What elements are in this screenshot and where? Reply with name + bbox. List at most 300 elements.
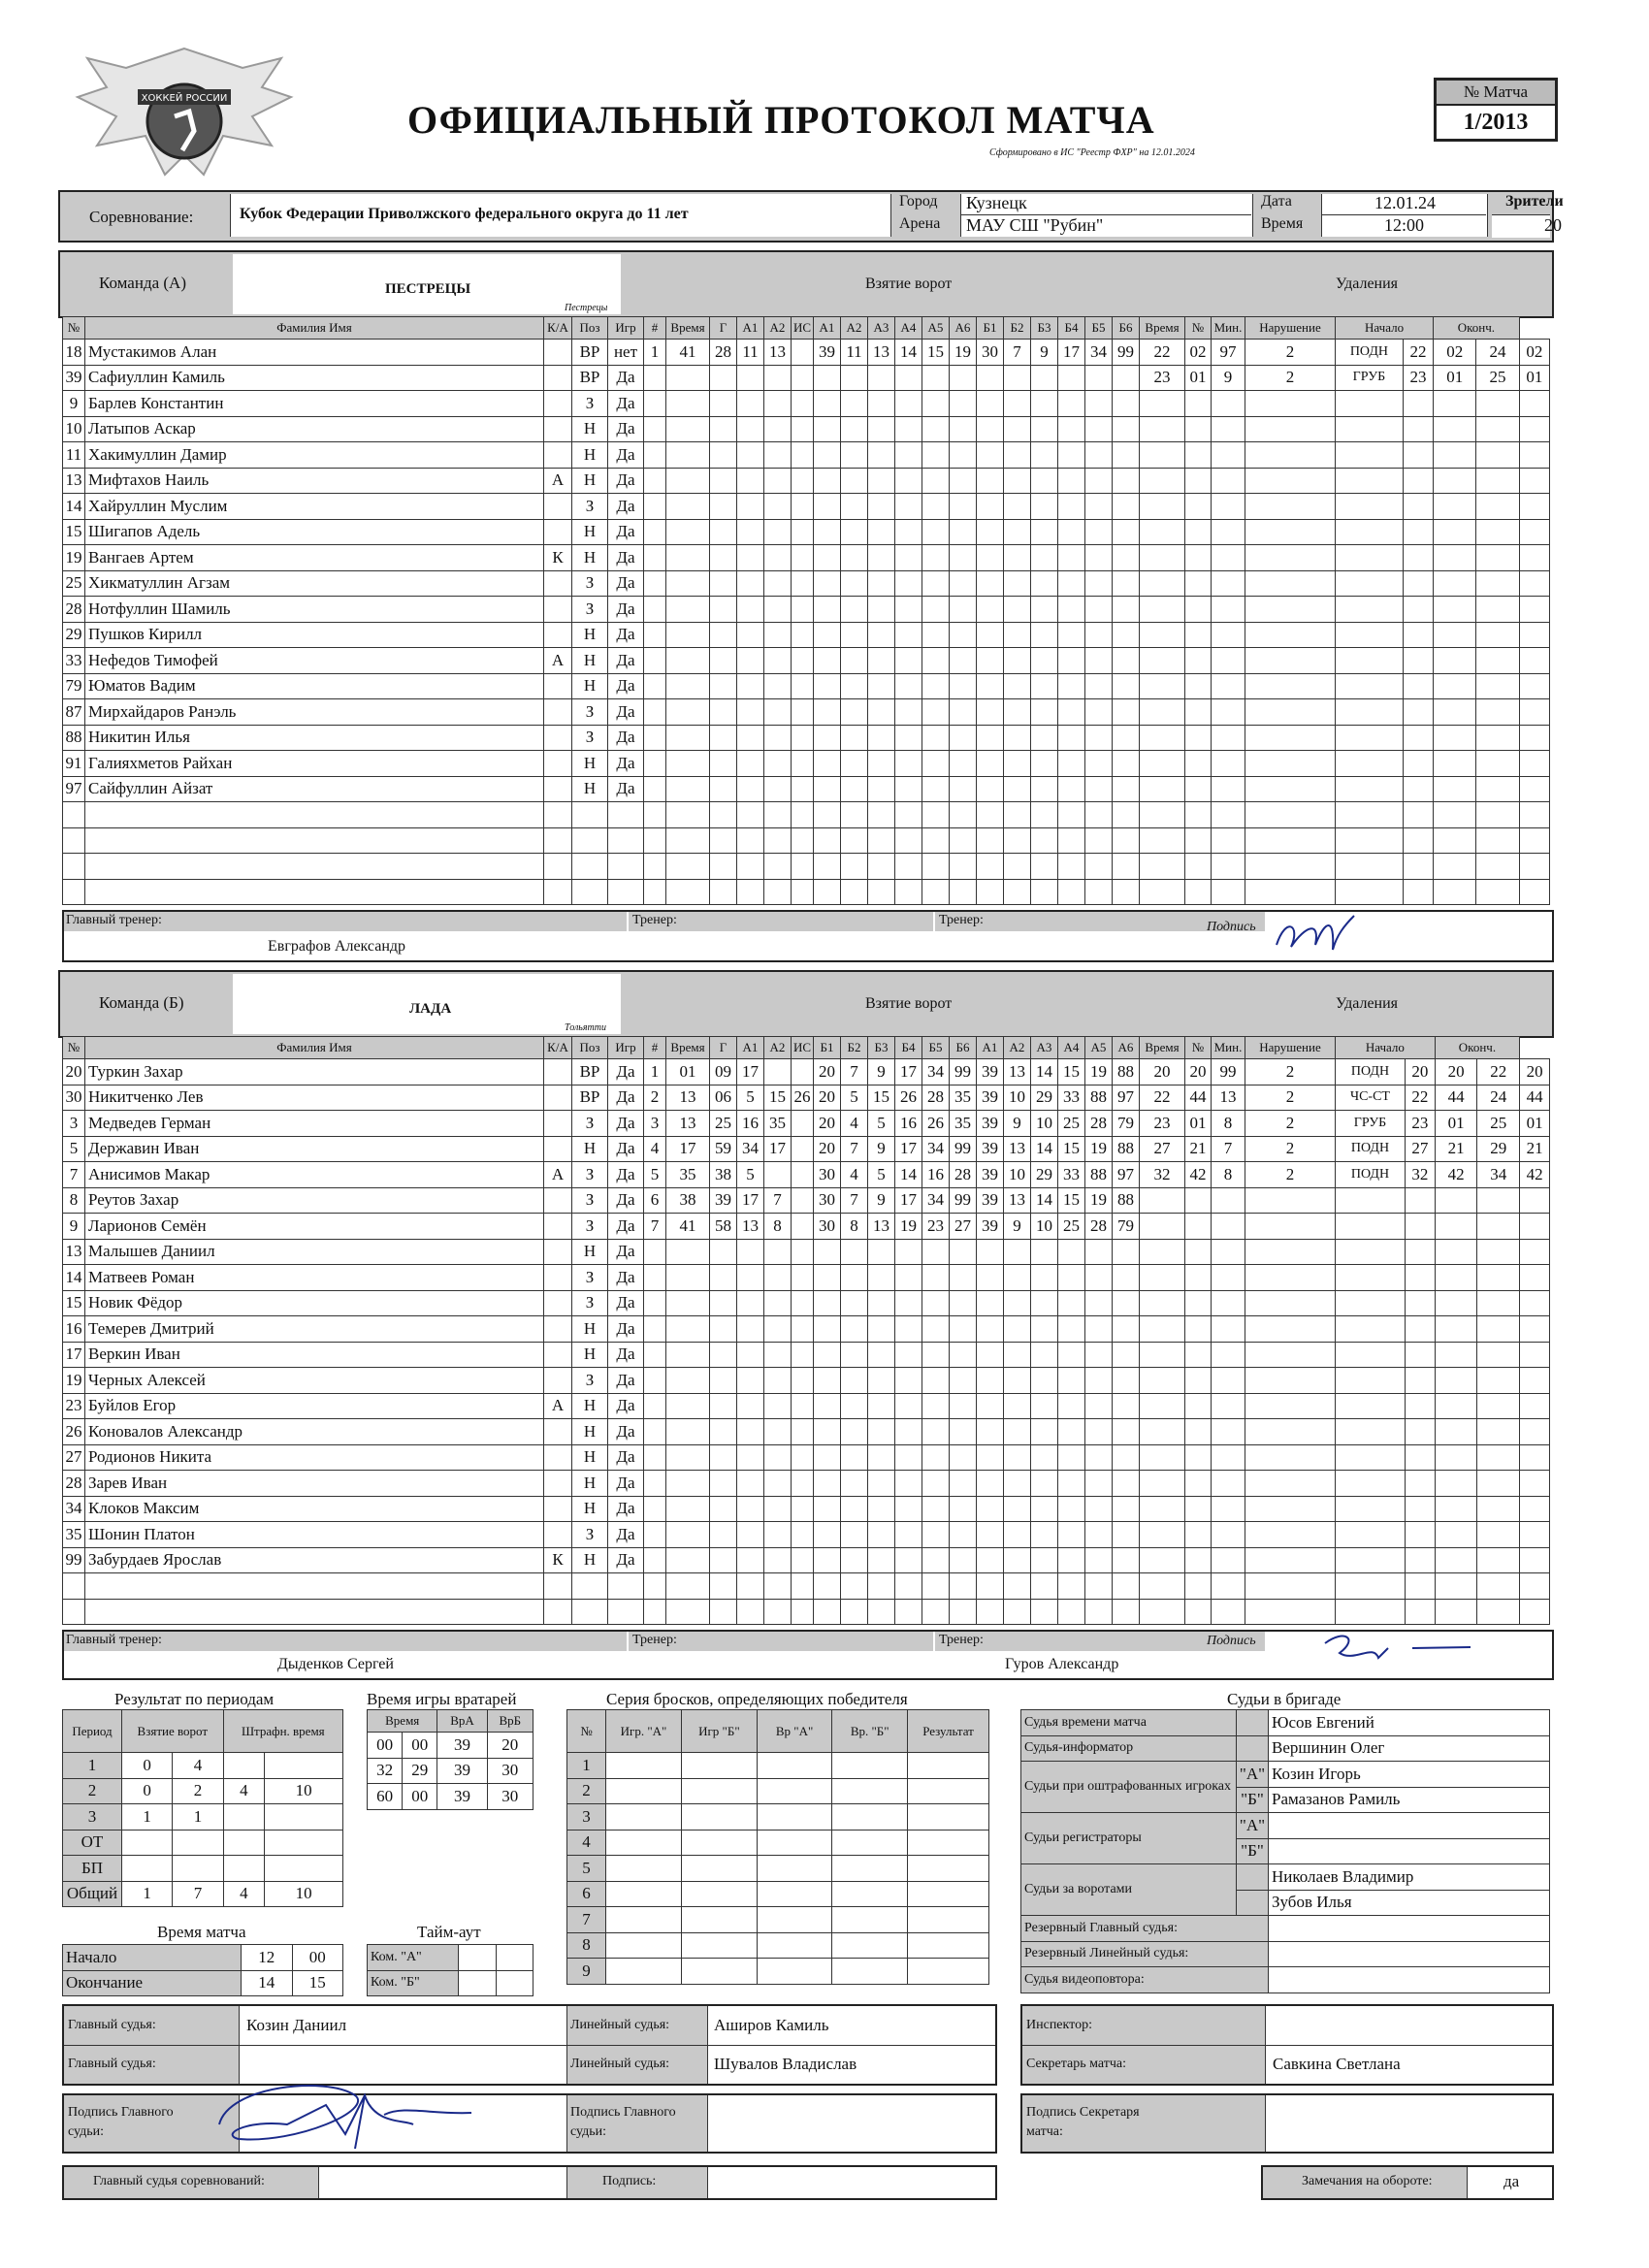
penalty-time-sec [1185, 1316, 1212, 1343]
shootout-number: 8 [567, 1932, 606, 1959]
player-played: Да [608, 1290, 644, 1316]
goal-cell: 3 [644, 1111, 666, 1137]
penalty-minutes [1245, 468, 1336, 494]
penalty-infraction [1336, 519, 1404, 545]
penalty-time-sec [1185, 468, 1212, 494]
penalty-infraction [1336, 597, 1404, 623]
player-played: Да [608, 1471, 644, 1497]
period-label: БП [63, 1856, 122, 1882]
penalty-time-sec [1185, 545, 1212, 571]
penalty-minutes [1245, 1239, 1336, 1265]
plusminus-cell [1113, 416, 1140, 442]
penalty-infraction [1336, 1496, 1406, 1522]
goal-cell [644, 699, 666, 726]
shootout-cell [832, 1856, 908, 1882]
goal-cell: 6 [644, 1187, 666, 1214]
plusminus-cell [1058, 776, 1085, 802]
team-b-name: ЛАДА [409, 1001, 452, 1017]
plusminus-cell: 20 [814, 1059, 841, 1085]
plusminus-cell [950, 1265, 977, 1291]
penalty-end-sec [1519, 776, 1549, 802]
penalty-start-sec: 02 [1434, 340, 1476, 366]
plusminus-cell: 88 [1113, 1136, 1140, 1162]
penalty-infraction: ПОДН [1336, 1136, 1406, 1162]
penalty-end-sec [1520, 1187, 1550, 1214]
goal-cell: 38 [710, 1162, 737, 1188]
plusminus-cell [1031, 1471, 1058, 1497]
plusminus-cell [1004, 673, 1031, 699]
penalty-infraction [1336, 1393, 1406, 1419]
penalty-start-sec [1434, 391, 1476, 417]
competition-label: Соревнование: [89, 208, 194, 226]
penalty-minutes [1245, 416, 1336, 442]
player-position: З [572, 1214, 608, 1240]
plusminus-cell [895, 1471, 922, 1497]
table-row [63, 1444, 1550, 1471]
goal-cell [792, 1136, 814, 1162]
plusminus-cell: 20 [814, 1111, 841, 1137]
goal-cell [792, 751, 814, 777]
plusminus-cell [814, 365, 841, 391]
plusminus-cell [895, 1393, 922, 1419]
table-row [63, 468, 1550, 494]
period-value [265, 1804, 343, 1831]
penalty-player [1212, 570, 1245, 597]
period-value: 7 [173, 1881, 223, 1907]
goal-cell: 13 [764, 340, 792, 366]
penalty-minutes [1245, 1187, 1336, 1214]
table-row [567, 1932, 989, 1959]
city: Кузнецк [966, 193, 1027, 212]
penalty-time-min [1140, 1419, 1185, 1445]
player-role [544, 442, 572, 469]
player-name: Барлев Константин [85, 391, 544, 417]
penalty-infraction [1336, 1187, 1406, 1214]
plusminus-cell [1113, 1393, 1140, 1419]
shootout-cell [757, 1932, 832, 1959]
generated-note: Сформировано в ИС "Реестр ФХР" на 12.01.2024 [989, 147, 1195, 158]
roster-header: Фамилия Имя [85, 1037, 544, 1059]
plusminus-cell [814, 1599, 841, 1625]
penalty-start-sec [1434, 776, 1476, 802]
plusminus-cell: 15 [922, 340, 950, 366]
goal-cell [710, 879, 737, 905]
plusminus-cell [868, 391, 895, 417]
penalty-a-mark: "А" [1237, 1762, 1269, 1788]
timeout-a-label: Ком. "А" [368, 1945, 459, 1971]
plusminus-cell [1004, 1239, 1031, 1265]
shootout-table [566, 1709, 989, 1985]
penalty-start-min [1403, 699, 1433, 726]
plusminus-cell [895, 391, 922, 417]
plusminus-cell [1058, 1368, 1085, 1394]
penalty-end-min: 29 [1477, 1136, 1520, 1162]
informer: Вершинин Олег [1269, 1735, 1550, 1762]
player-number: 39 [63, 365, 85, 391]
plusminus-cell [895, 1368, 922, 1394]
plusminus-cell [1004, 1599, 1031, 1625]
player-name: Латыпов Аскар [85, 416, 544, 442]
plusminus-cell: 26 [895, 1085, 922, 1111]
plusminus-cell [1031, 1573, 1058, 1600]
player-name: Державин Иван [85, 1136, 544, 1162]
goal-cell [792, 673, 814, 699]
plusminus-cell [814, 416, 841, 442]
plusminus-cell: 5 [868, 1162, 895, 1188]
plusminus-cell [895, 1265, 922, 1291]
plusminus-cell [868, 1316, 895, 1343]
goalie-value: 30 [487, 1758, 533, 1784]
plusminus-cell [895, 1573, 922, 1600]
plusminus-header: Б6 [1113, 317, 1140, 340]
plusminus-cell: 14 [1031, 1136, 1058, 1162]
player-position: ВР [572, 1059, 608, 1085]
plusminus-cell [977, 1547, 1004, 1573]
plusminus-cell [1113, 1444, 1140, 1471]
team-b-coach2: Гуров Александр [1005, 1656, 1119, 1672]
goal-cell [792, 1316, 814, 1343]
penalty-time-sec [1185, 802, 1212, 828]
goal-cell [666, 1496, 710, 1522]
penalty-start-min [1403, 879, 1433, 905]
penalty-end-min [1476, 391, 1519, 417]
penalty-player [1212, 416, 1245, 442]
penalty-start-min: 27 [1405, 1136, 1435, 1162]
player-number: 5 [63, 1136, 85, 1162]
plusminus-cell [922, 879, 950, 905]
goal-cell [792, 340, 814, 366]
plusminus-cell [1113, 1419, 1140, 1445]
penalty-start-sec [1434, 827, 1476, 854]
penalty-start-sec [1435, 1599, 1477, 1625]
linesman2: Шувалов Владислав [714, 2055, 857, 2073]
plusminus-cell [1113, 1290, 1140, 1316]
goal-cell [710, 1265, 737, 1291]
plusminus-cell [1031, 1496, 1058, 1522]
goal-cell [764, 1419, 792, 1445]
goal-cell [764, 673, 792, 699]
player-name: Пушков Кирилл [85, 622, 544, 648]
player-position: З [572, 1187, 608, 1214]
plusminus-cell [868, 1599, 895, 1625]
goal-cell: 25 [710, 1111, 737, 1137]
penalty-minutes [1245, 802, 1336, 828]
goal-cell [737, 725, 764, 751]
penalty-end-min [1477, 1187, 1520, 1214]
penalty-officials-label: Судьи при оштрафованных игроках [1021, 1762, 1237, 1813]
plusminus-cell [814, 1265, 841, 1291]
goal-cell [666, 1265, 710, 1291]
penalty-infraction [1336, 494, 1404, 520]
player-number: 18 [63, 340, 85, 366]
plusminus-cell: 39 [977, 1111, 1004, 1137]
plusminus-cell [922, 1316, 950, 1343]
penalty-minutes [1245, 1265, 1336, 1291]
team-b-table [62, 1036, 1550, 1625]
goal-cell [764, 854, 792, 880]
plusminus-cell [1085, 1471, 1113, 1497]
plusminus-cell [1058, 802, 1085, 828]
player-number: 25 [63, 570, 85, 597]
table-row [63, 1804, 343, 1831]
goal-cell [644, 519, 666, 545]
period-value [122, 1830, 173, 1856]
goal-cell [666, 365, 710, 391]
plusminus-cell [814, 494, 841, 520]
penalty-end-min [1476, 776, 1519, 802]
plusminus-cell [1113, 879, 1140, 905]
period-value: 4 [223, 1881, 265, 1907]
goal-cell [710, 1368, 737, 1394]
roster-header: Игр [608, 317, 644, 340]
plusminus-cell [1085, 1522, 1113, 1548]
plusminus-cell [814, 1522, 841, 1548]
plusminus-cell [1031, 673, 1058, 699]
goal-cell [764, 1368, 792, 1394]
goal-cell [666, 1573, 710, 1600]
shootout-cell [606, 1907, 682, 1933]
goal-cell [737, 648, 764, 674]
penalty-time-sec [1185, 1393, 1212, 1419]
goal-cell [666, 1471, 710, 1497]
penalty-header: Начало [1336, 317, 1434, 340]
informer-label: Судья-информатор [1021, 1735, 1237, 1762]
plusminus-cell [1113, 1547, 1140, 1573]
penalty-end-min [1476, 648, 1519, 674]
plusminus-cell [841, 442, 868, 469]
main-ref-signature [210, 2066, 501, 2154]
player-name: Мифтахов Наиль [85, 468, 544, 494]
plusminus-cell [922, 1522, 950, 1548]
goal-cell [737, 751, 764, 777]
plusminus-cell [868, 725, 895, 751]
goalie-value: 39 [437, 1758, 487, 1784]
plusminus-cell [950, 365, 977, 391]
goal-cell [737, 776, 764, 802]
arena: МАУ СШ "Рубин" [966, 215, 1104, 235]
spectators-label: Зрители [1505, 193, 1564, 210]
penalty-player [1212, 1573, 1245, 1600]
plusminus-cell [1058, 1393, 1085, 1419]
penalty-end-sec [1520, 1444, 1550, 1471]
period-label: Общий [63, 1881, 122, 1907]
shootout-cell [757, 1778, 832, 1804]
plusminus-cell [922, 1573, 950, 1600]
player-played: Да [608, 391, 644, 417]
goal-cell [710, 1290, 737, 1316]
penalty-time-min [1140, 854, 1185, 880]
penalty-start-sec: 01 [1434, 365, 1476, 391]
plusminus-cell [895, 1316, 922, 1343]
goalie-header: ВрА [437, 1710, 487, 1733]
shootout-cell [681, 1881, 757, 1907]
penalty-time-sec [1185, 648, 1212, 674]
plusminus-cell [950, 545, 977, 571]
shootout-cell [606, 1778, 682, 1804]
plusminus-header: Б1 [814, 1037, 841, 1059]
table-row [63, 827, 1550, 854]
table-row [63, 648, 1550, 674]
plusminus-cell [977, 468, 1004, 494]
goal-cell [710, 725, 737, 751]
plusminus-cell [1004, 1444, 1031, 1471]
team-a-signature-label: Подпись [1207, 920, 1256, 934]
player-played: Да [608, 1419, 644, 1445]
goal-cell [764, 519, 792, 545]
plusminus-cell [977, 545, 1004, 571]
player-number: 19 [63, 1368, 85, 1394]
plusminus-cell [814, 854, 841, 880]
period-value: 2 [173, 1778, 223, 1804]
goal-cell [666, 494, 710, 520]
penalty-start-min [1403, 545, 1433, 571]
plusminus-cell [1113, 1368, 1140, 1394]
player-role: А [544, 1162, 572, 1188]
player-number: 20 [63, 1059, 85, 1085]
player-role [544, 570, 572, 597]
shootout-cell [908, 1856, 989, 1882]
penalty-start-min [1405, 1290, 1435, 1316]
penalty-start-min [1405, 1265, 1435, 1291]
table-row [63, 1368, 1550, 1394]
table-row [63, 776, 1550, 802]
goal-cell [644, 1573, 666, 1600]
penalty-minutes [1245, 1290, 1336, 1316]
hockey-russia-emblem [68, 39, 301, 184]
goal-cell [737, 416, 764, 442]
penalty-header: Время [1140, 317, 1185, 340]
plusminus-cell [868, 570, 895, 597]
penalty-infraction [1336, 1471, 1406, 1497]
goal-cell [644, 1316, 666, 1343]
plusminus-header: А5 [922, 317, 950, 340]
penalty-infraction [1336, 1444, 1406, 1471]
penalty-time-min [1140, 1393, 1185, 1419]
periods-header: Штрафн. время [223, 1710, 342, 1753]
plusminus-cell [841, 1316, 868, 1343]
table-row [63, 1573, 1550, 1600]
goal-cell [792, 1522, 814, 1548]
goal-cell [666, 776, 710, 802]
penalty-end-sec [1520, 1419, 1550, 1445]
plusminus-cell [950, 391, 977, 417]
penalty-time-min: 23 [1140, 365, 1185, 391]
plusminus-cell: 25 [1058, 1111, 1085, 1137]
registrar-a-mark: "А" [1237, 1813, 1269, 1839]
plusminus-header: А1 [977, 1037, 1004, 1059]
plusminus-cell [1004, 879, 1031, 905]
goal-cell: 4 [644, 1136, 666, 1162]
penalty-header: Нарушение [1245, 317, 1336, 340]
penalty-end-sec: 44 [1520, 1085, 1550, 1111]
plusminus-cell [1058, 570, 1085, 597]
player-role: А [544, 468, 572, 494]
player-position: З [572, 1265, 608, 1291]
plusminus-cell [922, 416, 950, 442]
goal-cell [666, 827, 710, 854]
player-role [544, 776, 572, 802]
penalty-end-sec [1519, 648, 1549, 674]
plusminus-cell [1004, 1368, 1031, 1394]
plusminus-cell [841, 1393, 868, 1419]
penalty-start-min [1405, 1547, 1435, 1573]
plusminus-cell: 39 [977, 1136, 1004, 1162]
goal-cell [710, 1444, 737, 1471]
penalty-minutes [1245, 1316, 1336, 1343]
plusminus-cell: 99 [950, 1187, 977, 1214]
goal-cell: 8 [764, 1214, 792, 1240]
chief-judge-label: Главный судья соревнований: [93, 2174, 265, 2188]
player-played: Да [608, 416, 644, 442]
plusminus-cell [1085, 597, 1113, 623]
player-role [544, 1342, 572, 1368]
goal-cell [764, 1290, 792, 1316]
plusminus-cell [1058, 1599, 1085, 1625]
penalty-time-min [1140, 725, 1185, 751]
penalty-end-min: 24 [1476, 340, 1519, 366]
plusminus-cell [977, 494, 1004, 520]
player-played: Да [608, 699, 644, 726]
plusminus-cell [922, 1471, 950, 1497]
plusminus-cell [950, 494, 977, 520]
goal-cell [792, 1342, 814, 1368]
plusminus-cell: 23 [922, 1214, 950, 1240]
goal-cell: 1 [644, 1059, 666, 1085]
player-role [544, 751, 572, 777]
plusminus-cell [895, 1547, 922, 1573]
goal-cell [764, 879, 792, 905]
shootout-cell [606, 1881, 682, 1907]
penalty-time-sec: 02 [1185, 340, 1212, 366]
player-name: Вангаев Артем [85, 545, 544, 571]
plusminus-cell: 88 [1085, 1085, 1113, 1111]
plusminus-cell [950, 1393, 977, 1419]
plusminus-cell [1058, 597, 1085, 623]
goal-cell [644, 570, 666, 597]
goal-cell [710, 622, 737, 648]
penalty-minutes [1245, 1214, 1336, 1240]
plusminus-cell [1004, 1522, 1031, 1548]
match-end-hour: 14 [242, 1970, 293, 1996]
plusminus-header: А6 [1113, 1037, 1140, 1059]
penalty-time-sec: 42 [1185, 1162, 1212, 1188]
goal-cell [666, 1368, 710, 1394]
penalty-start-min [1405, 1471, 1435, 1497]
plusminus-cell [841, 468, 868, 494]
goalie-value: 29 [403, 1758, 437, 1784]
goal-cell [644, 391, 666, 417]
plusminus-cell: 33 [1058, 1162, 1085, 1188]
roster-header: К/А [544, 1037, 572, 1059]
table-row [63, 1856, 343, 1882]
penalty-end-min: 22 [1477, 1059, 1520, 1085]
plusminus-cell [1113, 1265, 1140, 1291]
plusminus-cell [950, 597, 977, 623]
penalty-time-min [1140, 827, 1185, 854]
secretary-sign-block [1020, 2093, 1554, 2154]
shootout-cell [681, 1856, 757, 1882]
penalty-minutes [1245, 1444, 1336, 1471]
plusminus-cell [895, 1419, 922, 1445]
plusminus-cell [841, 416, 868, 442]
notes-block [1261, 2165, 1554, 2200]
goal-cell [792, 1573, 814, 1600]
penalty-player [1212, 1265, 1245, 1291]
linesman2-label: Линейный судья: [570, 2057, 670, 2071]
plusminus-cell [1031, 648, 1058, 674]
goal-cell: 26 [792, 1085, 814, 1111]
plusminus-cell [950, 1599, 977, 1625]
